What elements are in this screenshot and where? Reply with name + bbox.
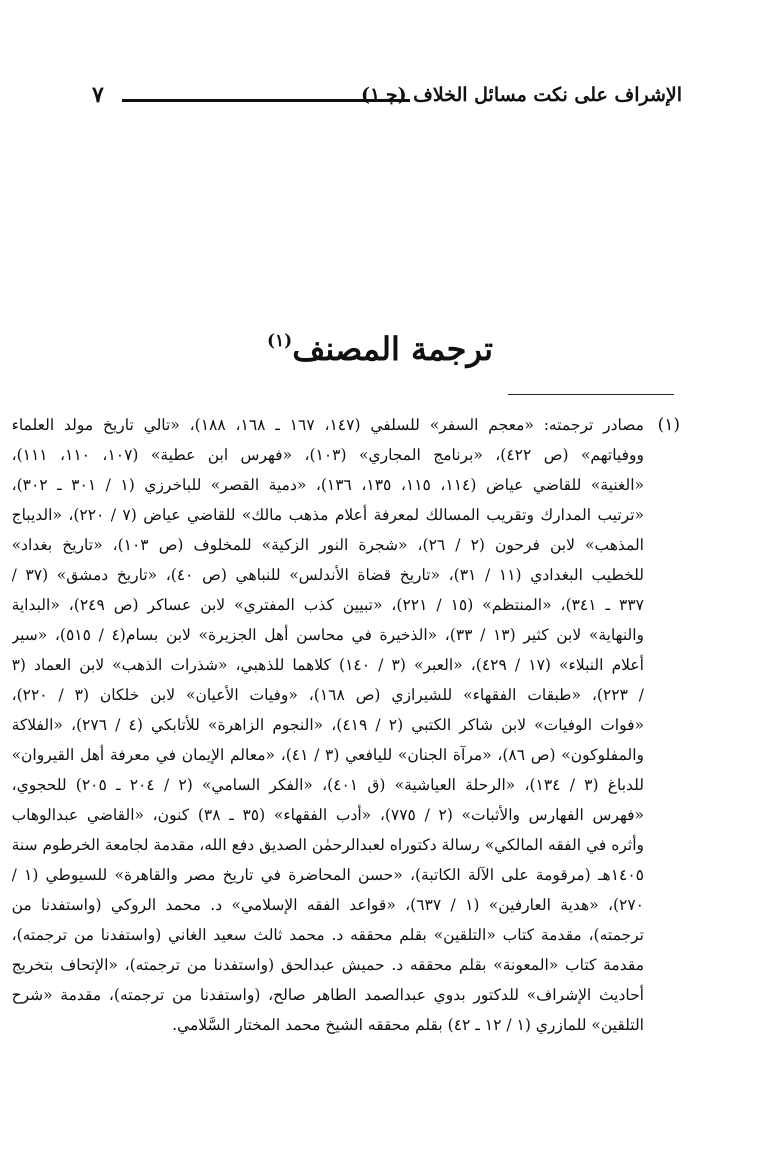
footnote-line: ١٤٠٥هـ (مرقومة على الآلة الكاتبة)، «حسن المحاضرة في تاريخ مصر والقاهرة» للسيوطي (١ / xyxy=(11,866,644,884)
footnote-line: والمفلوكون» (ص ٨٦)، «مرآة الجنان» لليافعي (٣ / ٤١)، «معالم الإيمان في معرفة أهل القيروان» xyxy=(11,746,644,764)
footnote-body xyxy=(12,410,644,1040)
footnote-line: مقدمة كتاب «المعونة» بقلم محققه د. حميش عبدالحق (واستفدنا من ترجمته)، «الإتحاف بتخريج xyxy=(11,956,644,974)
footnote-line: أحاديث الإشراف» للدكتور بدوي عبدالصمد الطاهر صالح، (واستفدنا من ترجمته)، مقدمة «شرح xyxy=(11,986,644,1004)
chapter-title-text: ترجمة المصنف xyxy=(292,330,494,368)
footnote-line: مصادر ترجمته: «معجم السفر» للسلفي (١٤٧، ١٦٧ ـ ١٦٨، ١٨٨)، «تالي تاريخ مولد العلماء xyxy=(11,416,644,434)
running-header xyxy=(92,84,682,118)
footnote-line: المذهب» لابن فرحون (٢ / ٢٦)، «شجرة النور الزكية» للمخلوف (ص ١٠٣)، «تاريخ بغداد» xyxy=(11,536,644,554)
footnote-line: «ترتيب المدارك وتقريب المسالك لمعرفة أعلام مذهب مالك» للقاضي عياض (٧ / ٢٢٠)، «الديباج xyxy=(11,506,644,524)
header-rule xyxy=(122,99,410,102)
footnote-line: ووفياتهم» (ص ٤٢٢)، «برنامج المجاري» (١٠٣)، «فهرس ابن عطية» (١٠٧، ١١٠، ١١١)، xyxy=(11,446,644,464)
footnote-line: ٢٧٠)، «هدية العارفين» (١ / ٦٣٧)، «قواعد الفقه الإسلامي» د. محمد الروكي (واستفدنا من xyxy=(11,896,644,914)
footnote-line: «فوات الوفيات» لابن شاكر الكتبي (٢ / ٤١٩)، «النجوم الزاهرة» للأتابكي (٤ / ٢٧٦)، «الفلاكة xyxy=(11,716,644,734)
footnote-line: والنهاية» لابن كثير (١٣ / ٣٣)، «الذخيرة في محاسن أهل الجزيرة» لابن بسام(٤ / ٥١٥)، «سير xyxy=(11,626,644,644)
footnote-line: ترجمته)، مقدمة كتاب «التلقين» بقلم محققه د. محمد ثالث سعيد الغاني (واستفدنا من ترجمته)، xyxy=(11,926,644,944)
page-number: ٧ xyxy=(92,82,104,108)
footnote-line: ٣٣٧ ـ ٣٤١)، «المنتظم» (١٥ / ٢٢١)، «تبيين كذب المفتري» لابن عساكر (ص ٢٤٩)، «البداية xyxy=(11,596,644,614)
chapter-title xyxy=(0,330,760,368)
footnote-line: أعلام النبلاء» (١٧ / ٤٢٩)، «العبر» (٣ / ١٤٠) كلاهما للذهبي، «شذرات الذهب» لابن العماد (٣ xyxy=(11,656,644,674)
footnote-line: وأثره في الفقه المالكي» رسالة دكتوراه لعبدالرحمٰن الصديق دفع الله، مقدمة لجامعة الخرطوم سنة xyxy=(11,836,644,854)
footnote-line: / ٢٢٣)، «طبقات الفقهاء» للشيرازي (ص ١٦٨)، «وفيات الأعيان» لابن خلكان (٣ / ٢٢٠)، xyxy=(11,686,644,704)
footnote-line: للدباغ (٣ / ١٣٤)، «الرحلة العياشية» (ق ٤٠١)، «الفكر السامي» (٢ / ٢٠٤ ـ ٢٠٥) للحجوي، xyxy=(11,776,644,794)
footnote-line: التلقين» للمازري (١ / ١٢ ـ ٤٢) بقلم محققه الشيخ محمد المختار السَّلامي. xyxy=(172,1016,644,1034)
chapter-title-footnote-ref: (١) xyxy=(266,331,293,351)
footnote-marker: (١) xyxy=(657,415,680,435)
footnote-line: «الغنية» للقاضي عياض (١١٤، ١١٥، ١٣٥، ١٣٦)، «دمية القصر» للباخرزي (١ / ٣٠١ ـ ٣٠٢)، xyxy=(11,476,644,494)
footnote-line: للخطيب البغدادي (١١ / ٣١)، «تاريخ قضاة الأندلس» للنباهي (ص ٤٠)، «تاريخ دمشق» (٣٧ / xyxy=(11,566,644,584)
footnote-line: «فهرس الفهارس والأثبات» (٢ / ٧٧٥)، «أدب الفقهاء» (٣٥ ـ ٣٨) كنون، «القاضي عبدالوهاب xyxy=(11,806,644,824)
footnote xyxy=(11,410,680,1040)
footnote-separator xyxy=(508,394,674,395)
running-header-title: الإشراف على نكت مسائل الخلاف (جـ١) xyxy=(361,84,682,106)
